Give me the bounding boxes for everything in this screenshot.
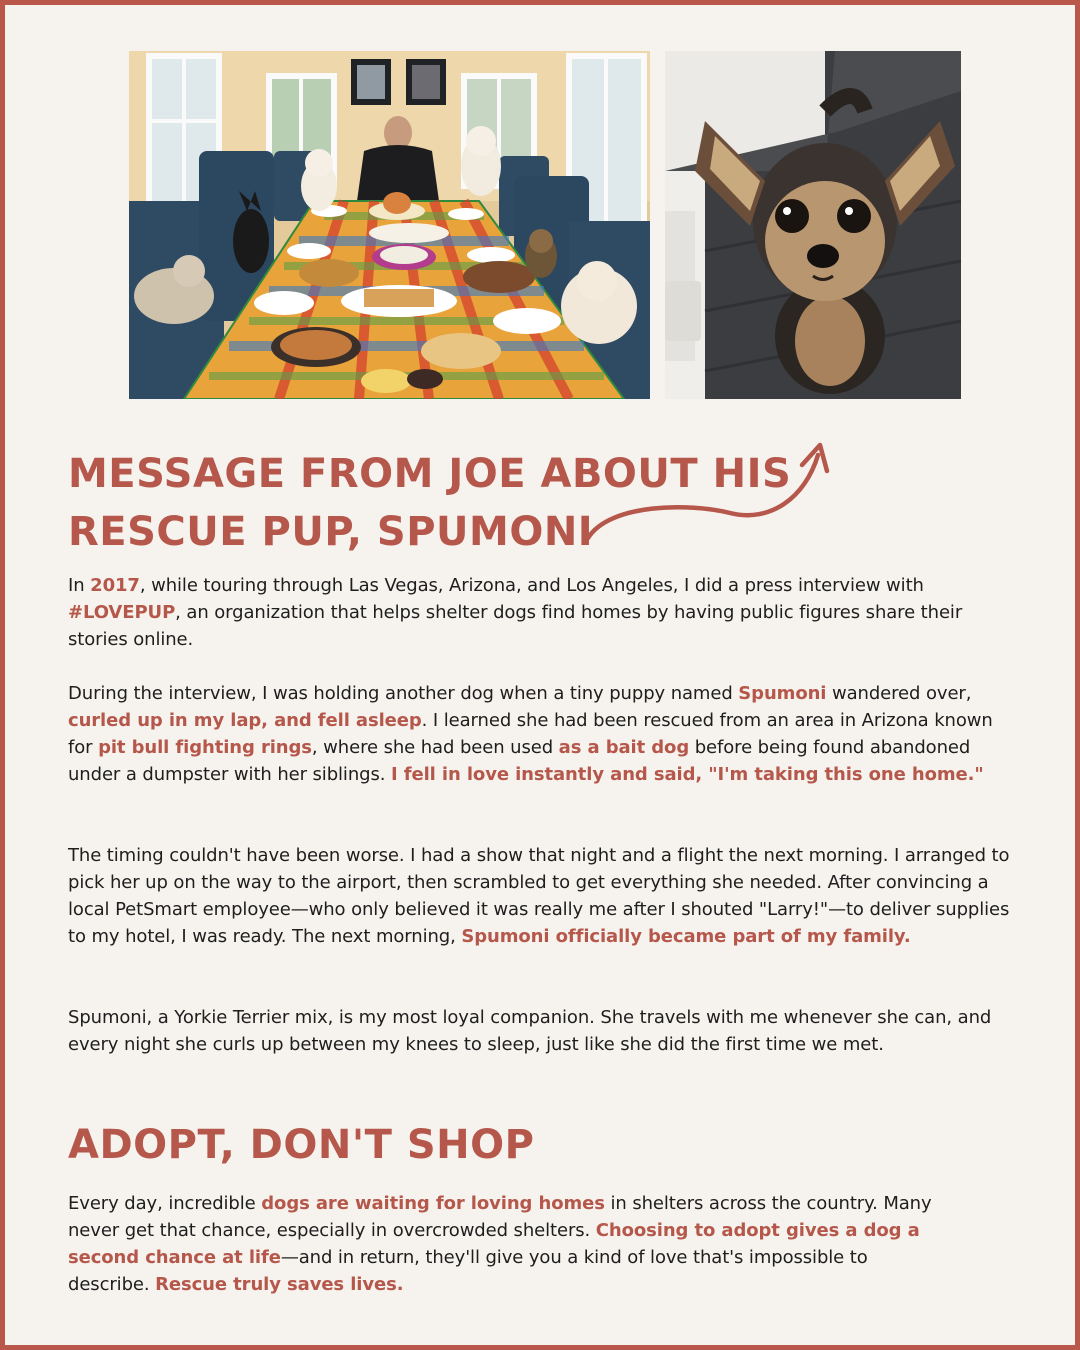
text: before being found abandoned under a dumpster with her siblings.: [68, 737, 971, 785]
highlight-taking-home: I fell in love instantly and said, "I'm taking this one home.": [391, 764, 984, 785]
highlight-spumoni: Spumoni: [738, 683, 827, 704]
companion-paragraph: [68, 1004, 1020, 1058]
highlight-family: Spumoni officially became part of my family.: [461, 926, 911, 947]
text: , where she had been used: [311, 737, 559, 758]
highlight-bait-dog: as a bait dog: [558, 737, 690, 758]
text: —and in return, they'll give you a kind of love that's impossible to describe.: [68, 1247, 868, 1295]
highlight-fell-asleep: curled up in my lap, and fell asleep: [68, 710, 422, 731]
interview-paragraph: [68, 680, 1020, 788]
main-heading: MESSAGE FROM JOE ABOUT HIS RESCUE PUP, SPUMONI: [68, 451, 792, 555]
text: wandered over,: [826, 683, 972, 704]
text: In: [68, 575, 91, 596]
text: Every day, incredible: [68, 1193, 262, 1214]
highlight-second-chance: Choosing to adopt gives a dog a second chance at life: [68, 1220, 920, 1268]
dinner-table-with-dogs-photo: [129, 51, 650, 399]
highlight-fighting-rings: pit bull fighting rings: [98, 737, 312, 758]
highlight-waiting: dogs are waiting for loving homes: [261, 1193, 605, 1214]
highlight-lovepup: #LOVEPUP: [68, 602, 176, 623]
text: During the interview, I was holding another dog when a tiny puppy named: [68, 683, 739, 704]
text: The timing couldn't have been worse. I had a show that night and a flight the next morning. I arranged to pick her up on the way to the airport, then scrambled to get everything she needed. After convincing a local PetSmart employee—who only believed it was really me after I shouted "Larry!"—to deliver supplies to my hotel, I was ready. The next morning,: [68, 845, 1010, 947]
text: , an organization that helps shelter dogs find homes by having public figures share their stories online.: [68, 602, 963, 650]
text: , while touring through Las Vegas, Arizona, and Los Angeles, I did a press interview with: [139, 575, 924, 596]
text: . I learned she had been rescued from an area in Arizona known for: [68, 710, 993, 758]
text: Spumoni, a Yorkie Terrier mix, is my most loyal companion. She travels with me whenever she can, and every night she curls up between my knees to sleep, just like she did the first time we met.: [68, 1007, 992, 1055]
highlight-year: 2017: [90, 575, 140, 596]
timing-paragraph: [68, 842, 1020, 950]
highlight-saves-lives: Rescue truly saves lives.: [155, 1274, 404, 1295]
curved-arrow-icon: [580, 433, 840, 553]
intro-paragraph: [68, 572, 1020, 653]
text: in shelters across the country. Many never get that chance, especially in overcrowded shelters.: [68, 1193, 932, 1241]
adopt-paragraph: [68, 1190, 938, 1298]
adopt-heading: ADOPT, DON'T SHOP: [68, 1122, 535, 1168]
spumoni-closeup-photo: [665, 51, 961, 399]
